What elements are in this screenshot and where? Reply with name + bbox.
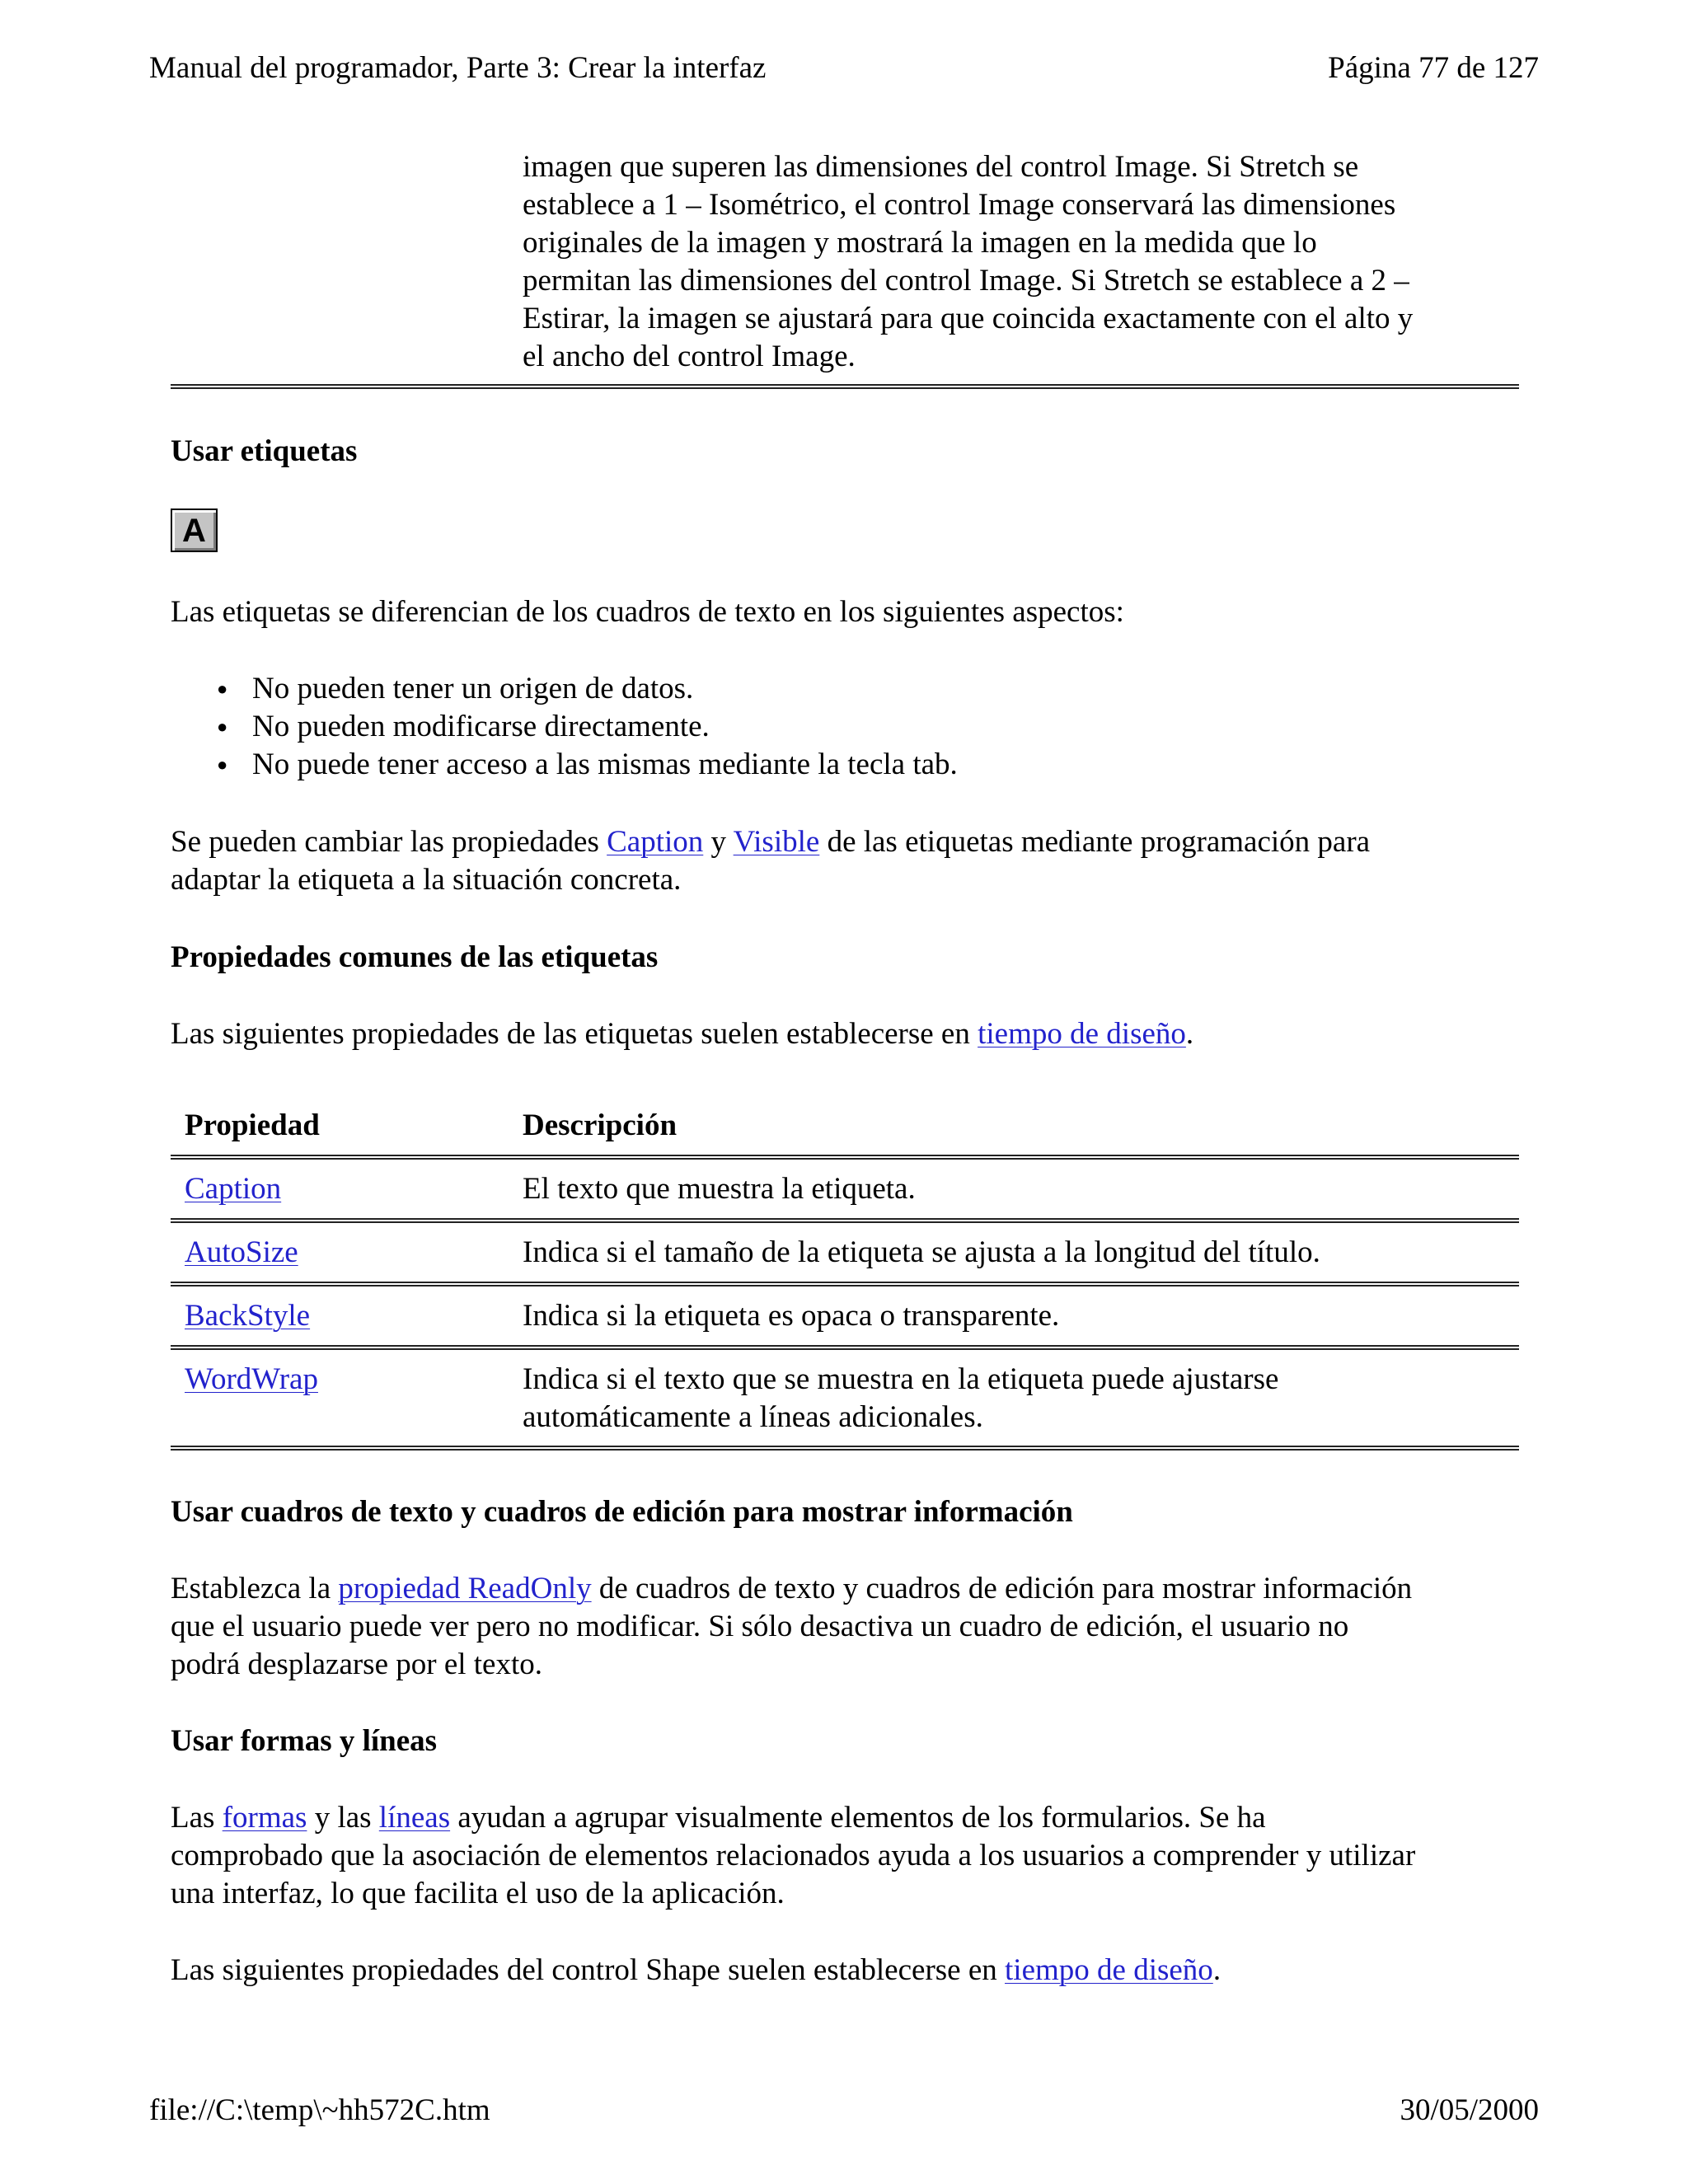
- table-cell-description: El texto que muestra la etiqueta.: [523, 1172, 916, 1206]
- table-header-property: Propiedad: [185, 1108, 320, 1142]
- design-time-link[interactable]: tiempo de diseño: [1005, 1953, 1213, 1987]
- caption-link[interactable]: Caption: [607, 825, 704, 859]
- readonly-property-link[interactable]: propiedad ReadOnly: [338, 1572, 592, 1605]
- table-rule: [171, 1446, 1519, 1451]
- page-footer-date: 30/05/2000: [1400, 2093, 1539, 2127]
- list-item: ● No pueden modificarse directamente.: [171, 708, 1489, 746]
- shape-properties-intro: Las siguientes propiedades del control Shape suelen establecerse en tiempo de diseño.: [171, 1953, 1221, 1987]
- section-heading-labels: Usar etiquetas: [171, 434, 358, 468]
- table-cell-description: Indica si el tamaño de la etiqueta se ajusta a la longitud del título.: [523, 1235, 1320, 1269]
- design-time-link[interactable]: tiempo de diseño: [978, 1017, 1186, 1051]
- labels-intro: Las etiquetas se diferencian de los cuadros de texto en los siguientes aspectos:: [171, 595, 1124, 629]
- caption-property-link[interactable]: Caption: [185, 1172, 282, 1206]
- intro-line: Estirar, la imagen se ajustará para que coincida exactamente con el alto y: [523, 302, 1414, 335]
- section-heading-shapes: Usar formas y líneas: [171, 1724, 438, 1758]
- intro-line: permitan las dimensiones del control Image. Si Stretch se establece a 2 –: [523, 264, 1409, 298]
- label-tool-icon: A: [171, 509, 218, 552]
- intro-line: establece a 1 – Isométrico, el control Image conservará las dimensiones: [523, 188, 1396, 222]
- section-heading-textboxes: Usar cuadros de texto y cuadros de edición para mostrar información: [171, 1495, 1073, 1529]
- table-rule: [171, 1218, 1519, 1223]
- table-rule: [171, 1282, 1519, 1286]
- page-footer-path: file://C:\temp\~hh572C.htm: [149, 2093, 490, 2127]
- table-bottom-rule: [171, 384, 1519, 389]
- intro-line: imagen que superen las dimensiones del control Image. Si Stretch se: [523, 150, 1359, 184]
- common-properties-intro: Las siguientes propiedades de las etiquetas suelen establecerse en tiempo de diseño.: [171, 1017, 1194, 1051]
- visible-link[interactable]: Visible: [733, 825, 820, 859]
- lines-link[interactable]: líneas: [378, 1801, 451, 1835]
- intro-paragraph: [523, 148, 1528, 376]
- section-heading-common-properties: Propiedades comunes de las etiquetas: [171, 940, 659, 974]
- textboxes-paragraph: Establezca la propiedad ReadOnly de cuadros de texto y cuadros de edición para mostrar información que el usuario puede ver pero no modificar. Si sólo desactiva un cuadro de edición, el usuario no podrá desplazarse por el texto.: [171, 1572, 1413, 1681]
- list-item: ● No puede tener acceso a las mismas mediante la tecla tab.: [171, 746, 1489, 784]
- table-rule: [171, 1345, 1519, 1350]
- backstyle-property-link[interactable]: BackStyle: [185, 1299, 311, 1333]
- wordwrap-property-link[interactable]: WordWrap: [185, 1362, 318, 1396]
- shapes-link[interactable]: formas: [222, 1801, 307, 1835]
- shapes-paragraph: Las formas y las líneas ayudan a agrupar visualmente elementos de los formularios. Se ha comprobado que la asociación de elementos relacionados ayuda a los usuarios a comprender y utilizar una interfaz, lo que facilita el uso de la aplicación.: [171, 1801, 1416, 1910]
- page-number: Página 77 de 127: [1328, 51, 1539, 85]
- page-header-title: Manual del programador, Parte 3: Crear la interfaz: [149, 51, 767, 85]
- intro-line: originales de la imagen y mostrará la imagen en la medida que lo: [523, 226, 1317, 260]
- labels-differences-list: [171, 670, 1489, 784]
- table-cell-description: Indica si el texto que se muestra en la etiqueta puede ajustarse automáticamente a líneas adicionales.: [523, 1362, 1279, 1434]
- list-item: ● No pueden tener un origen de datos.: [171, 670, 1489, 708]
- table-header-description: Descripción: [523, 1108, 678, 1142]
- intro-line: el ancho del control Image.: [523, 340, 856, 373]
- table-cell-description: Indica si la etiqueta es opaca o transparente.: [523, 1299, 1060, 1333]
- table-rule: [171, 1155, 1519, 1160]
- autosize-property-link[interactable]: AutoSize: [185, 1235, 298, 1269]
- labels-properties-paragraph: Se pueden cambiar las propiedades Caption y Visible de las etiquetas mediante programación para adaptar la etiqueta a la situación concreta.: [171, 825, 1371, 897]
